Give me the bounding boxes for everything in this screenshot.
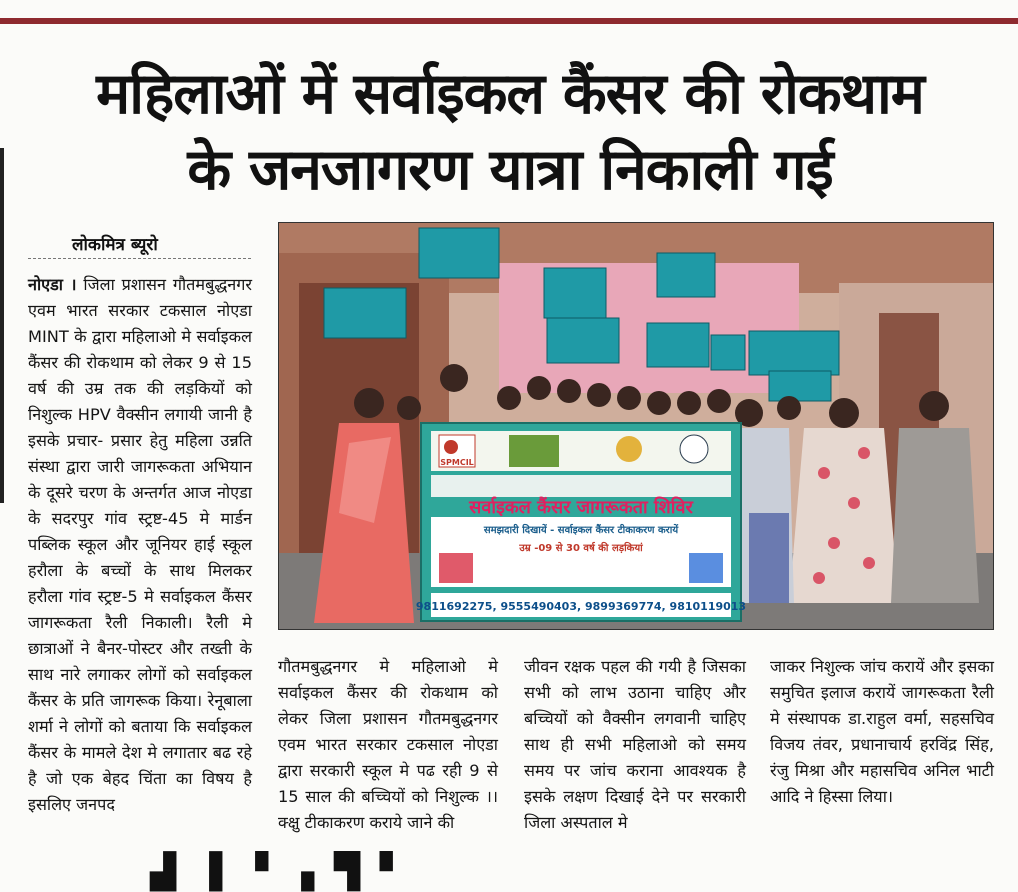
headline-line-1: महिलाओं में सर्वाइकल कैंसर की रोकथाम (96, 61, 924, 127)
article-column-3 (524, 654, 746, 836)
byline: लोकमित्र ब्यूरो (72, 235, 158, 255)
article-text-4: जाकर निशुल्क जांच करायें और इसका समुचित इलाज करायें जागरूकता रैली मे संस्थापक डा.राहुल वर्मा, सहसचिव विजय तंवर, प्रधानाचार्य हरविंद्र सिंह, रंजु मिश्रा और महासचिव अनिल भाटी आदि ने हिस्सा लिया। (770, 657, 994, 806)
rally-photo-illustration (279, 223, 993, 629)
headline-line-2: के जनजागरण यात्रा निकाली गई (187, 137, 833, 203)
article-column-1 (28, 272, 252, 818)
article-text-3: जीवन रक्षक पहल की गयी है जिसका सभी को लाभ उठाना चाहिए और बच्चियों को वैक्सीन लगवानी चाहिए साथ ही सभी महिलाओ को समय समय पर जांच कराना आवश्यक है इसके लक्षण दिखाई देने पर सरकारी जिला अस्पताल मे (524, 657, 746, 832)
banner-logo-text: SPMCIL (440, 458, 474, 467)
article-column-2 (278, 654, 498, 836)
banner-age-line: उम्र -09 से 30 वर्ष की लड़कियां (519, 543, 643, 554)
banner-phones: 9811692275, 9555490403, 9899369774, 9810119013 (415, 600, 747, 613)
dateline-place: नोएडा । (28, 275, 77, 294)
article-column-4 (770, 654, 994, 810)
banner-title: सर्वाइकल कैंसर जागरूकता शिविर (469, 497, 693, 518)
next-headline-fragment: ▟ ▐ ▝ ▗ ▜ ▘ (150, 852, 411, 892)
article-text-1: जिला प्रशासन गौतमबुद्धनगर एवम भारत सरकार टकसाल नोएडा MINT के द्वारा महिलाओ मे सर्वाइकल कैंसर की रोकथाम को लेकर 9 से 15 वर्ष की उम्र तक की लड़कियों को निशुल्क HPV वैक्सीन लगायी जानी है इसके प्रचार- प्रसार हेतु महिला उन्नति संस्था द्वारा जारी जागरूकता अभियान के दूसरे चरण के अन्तर्गत आज नोएडा के सदरपुर गांव स्ट्रष्ट-45 मे मार्डन पब्लिक स्कूल और जूनियर हाई स्कूल हरौला के बच्चों के साथ मिलकर हरौला गांव स्ट्रष्ट-5 मे सर्वाइकल कैंसर जागरूकता रैली निकाली। रैली मे छात्राओं ने बैनर-पोस्टर और तख्ती के साथ नारे लगाकर लोगों को सर्वाइकल कैंसर के प्रति जागरूक किया। रेनूबाला शर्मा ने लोगों को बताया कि सर्वाइकल कैंसर के मामले देश मे लगातार बढ रहे है जो एक बेहद चिंता का विषय है इसलिए जनपद (28, 275, 252, 814)
top-rule (0, 18, 1018, 24)
byline-rule (28, 258, 251, 259)
article-text-2: गौतमबुद्धनगर मे महिलाओ मे सर्वाइकल कैंसर की रोकथाम को लेकर जिला प्रशासन गौतमबुद्धनगर एवम भारत सरकार टकसाल नोएडा द्वारा सरकारी स्कूल मे पढ रही 9 से 15 साल की बच्चियों को निशुल्क ।।क्क्षु टीकाकरण कराये जाने की (278, 657, 498, 832)
adjacent-article-edge (0, 148, 4, 503)
banner-subtitle: समझदारी दिखायें - सर्वाइकल कैंसर टीकाकरण करायें (483, 525, 679, 536)
rally-photo (278, 222, 994, 630)
